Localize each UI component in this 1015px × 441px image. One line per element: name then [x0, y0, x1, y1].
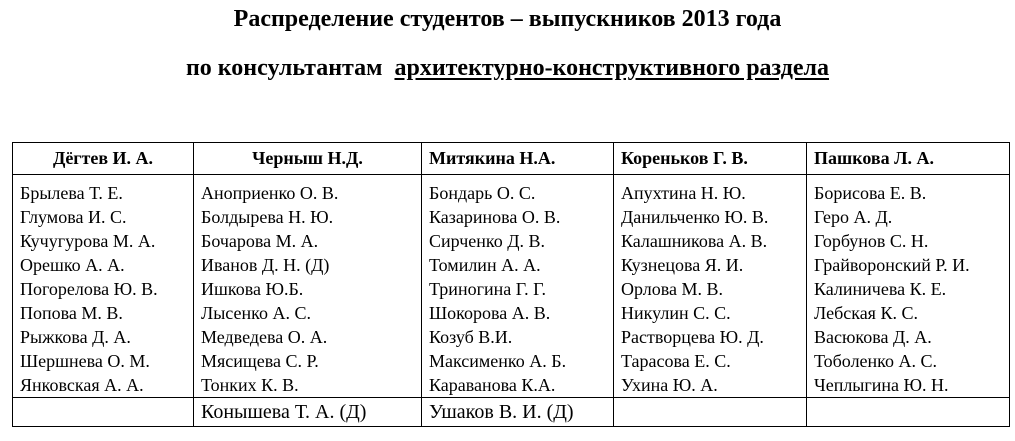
table-cell: Чеплыгина Ю. Н.: [807, 373, 1010, 398]
table-cell: Борисова Е. В.: [807, 175, 1010, 206]
table-cell: Лысенко А. С.: [194, 301, 422, 325]
table-cell: Рыжкова Д. А.: [13, 325, 194, 349]
table-cell: Ушаков В. И. (Д): [422, 398, 614, 427]
table-cell: Тонких К. В.: [194, 373, 422, 398]
table-cell: Геро А. Д.: [807, 205, 1010, 229]
table-cell: Тарасова Е. С.: [614, 349, 807, 373]
table-cell: Сирченко Д. В.: [422, 229, 614, 253]
document-title-line1: Распределение студентов – выпускников 2013 года: [233, 6, 782, 32]
table-cell: Данильченко Ю. В.: [614, 205, 807, 229]
table-header-row: [13, 143, 1010, 175]
table-row: [13, 229, 1010, 253]
table-row: [13, 373, 1010, 398]
header-mityakina: Митякина Н.А.: [422, 143, 614, 175]
table-cell: Тоболенко А. С.: [807, 349, 1010, 373]
table-cell: Караванова К.А.: [422, 373, 614, 398]
table-cell: Козуб В.И.: [422, 325, 614, 349]
table-row: [13, 253, 1010, 277]
table-cell: Васюкова Д. А.: [807, 325, 1010, 349]
table-cell: Янковская А. А.: [13, 373, 194, 398]
table-row: [13, 175, 1010, 206]
table-cell: Бочарова М. А.: [194, 229, 422, 253]
header-chernysh: Черныш Н.Д.: [194, 143, 422, 175]
table-cell: [13, 398, 194, 427]
title-line2-prefix: по консультантам: [185, 55, 383, 81]
table-row: [13, 205, 1010, 229]
header-korenkov: Кореньков Г. В.: [614, 143, 807, 175]
table-cell: Медведева О. А.: [194, 325, 422, 349]
table-row: [13, 325, 1010, 349]
table-cell: [614, 398, 807, 427]
table-row: [13, 398, 1010, 427]
table-cell: Аноприенко О. В.: [194, 175, 422, 206]
table-cell: Растворцева Ю. Д.: [614, 325, 807, 349]
table-cell: Конышева Т. А. (Д): [194, 398, 422, 427]
document-title-line2: [0, 53, 1015, 83]
table-cell: Триногина Г. Г.: [422, 277, 614, 301]
table-cell: Бондарь О. С.: [422, 175, 614, 206]
table-cell: Ухина Ю. А.: [614, 373, 807, 398]
table-cell: Мясищева С. Р.: [194, 349, 422, 373]
table-cell: Орлова М. В.: [614, 277, 807, 301]
table-cell: Шершнева О. М.: [13, 349, 194, 373]
table-cell: Калиничева К. Е.: [807, 277, 1010, 301]
table-cell: [807, 398, 1010, 427]
table-cell: Шокорова А. В.: [422, 301, 614, 325]
header-pashkova: Пашкова Л. А.: [807, 143, 1010, 175]
table-cell: Кузнецова Я. И.: [614, 253, 807, 277]
table-cell: Максименко А. Б.: [422, 349, 614, 373]
table-cell: Иванов Д. Н. (Д): [194, 253, 422, 277]
table-cell: Казаринова О. В.: [422, 205, 614, 229]
table-cell: Никулин С. С.: [614, 301, 807, 325]
table-cell: Лебская К. С.: [807, 301, 1010, 325]
table-cell: Калашникова А. В.: [614, 229, 807, 253]
table-cell: Попова М. В.: [13, 301, 194, 325]
table-cell: Глумова И. С.: [13, 205, 194, 229]
distribution-table: [12, 142, 1010, 427]
title-line2-underlined: архитектурно-конструктивного раздела: [394, 55, 830, 81]
table-row: [13, 277, 1010, 301]
table-cell: Брылева Т. Е.: [13, 175, 194, 206]
table-cell: Болдырева Н. Ю.: [194, 205, 422, 229]
table-cell: Кучугурова М. А.: [13, 229, 194, 253]
table-cell: Апухтина Н. Ю.: [614, 175, 807, 206]
table-cell: Орешко А. А.: [13, 253, 194, 277]
header-degtev: Дёгтев И. А.: [13, 143, 194, 175]
table-cell: Томилин А. А.: [422, 253, 614, 277]
table-cell: Грайворонский Р. И.: [807, 253, 1010, 277]
table-cell: Ишкова Ю.Б.: [194, 277, 422, 301]
table-row: [13, 301, 1010, 325]
table-cell: Погорелова Ю. В.: [13, 277, 194, 301]
table-row: [13, 349, 1010, 373]
table-cell: Горбунов С. Н.: [807, 229, 1010, 253]
